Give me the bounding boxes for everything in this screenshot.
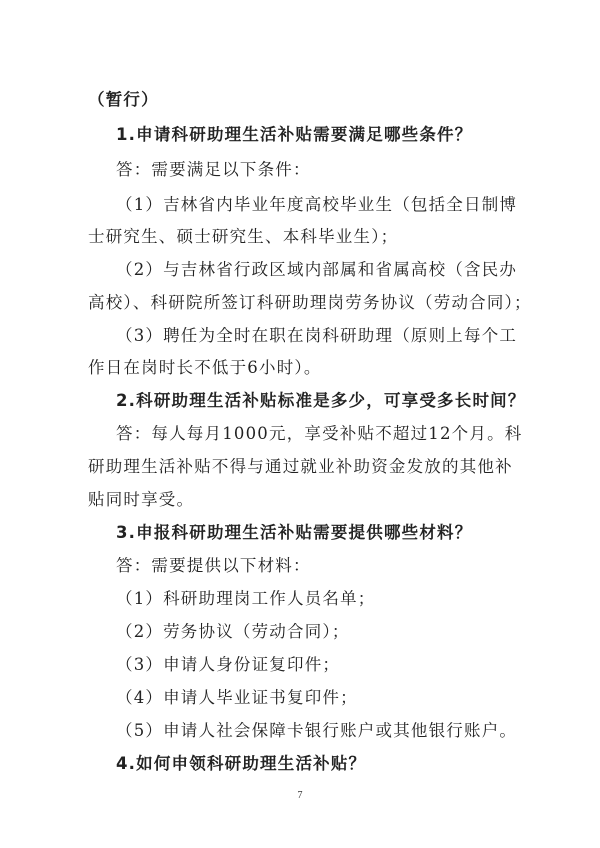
answer-1-intro: 答：需要满足以下条件： bbox=[116, 160, 311, 179]
question-1-heading: 1.申请科研助理生活补贴需要满足哪些条件？ bbox=[116, 125, 473, 144]
answer-2-line-3: 贴同时享受。 bbox=[88, 490, 195, 509]
answer-3-item-5: （5）申请人社会保障卡银行账户或其他银行账户。 bbox=[116, 721, 518, 740]
page-number: 7 bbox=[297, 790, 303, 801]
doc-subtitle: （暂行） bbox=[88, 90, 159, 109]
answer-1-item-1a: （1）吉林省内毕业年度高校毕业生（包括全日制博 bbox=[116, 195, 518, 214]
answer-3-item-2: （2）劳务协议（劳动合同）； bbox=[116, 622, 350, 641]
answer-2-line-1: 答：每人每月1000元，享受补贴不超过12个月。科 bbox=[116, 424, 523, 443]
answer-3-intro: 答：需要提供以下材料： bbox=[116, 556, 311, 575]
answer-1-item-1b: 士研究生、硕士研究生、本科毕业生）； bbox=[88, 227, 399, 246]
answer-3-item-1: （1）科研助理岗工作人员名单； bbox=[116, 589, 376, 608]
answer-1-item-2b: 高校）、科研院所签订科研助理岗劳务协议（劳动合同）； bbox=[88, 293, 532, 312]
answer-1-item-2a: （2）与吉林省行政区域内部属和省属高校（含民办 bbox=[116, 260, 518, 279]
answer-3-item-3: （3）申请人身份证复印件； bbox=[116, 655, 341, 674]
answer-3-item-4: （4）申请人毕业证书复印件； bbox=[116, 688, 358, 707]
question-4-heading: 4.如何申领科研助理生活补贴？ bbox=[116, 754, 367, 773]
question-3-heading: 3.申报科研助理生活补贴需要提供哪些材料？ bbox=[116, 523, 473, 542]
question-2-heading: 2.科研助理生活补贴标准是多少，可享受多长时间？ bbox=[116, 391, 526, 410]
answer-1-item-3b: 作日在岗时长不低于6小时）。 bbox=[88, 358, 322, 377]
answer-1-item-3a: （3）聘任为全时在职在岗科研助理（原则上每个工 bbox=[116, 326, 518, 345]
answer-2-line-2: 研助理生活补贴不得与通过就业补助资金发放的其他补 bbox=[88, 457, 513, 476]
